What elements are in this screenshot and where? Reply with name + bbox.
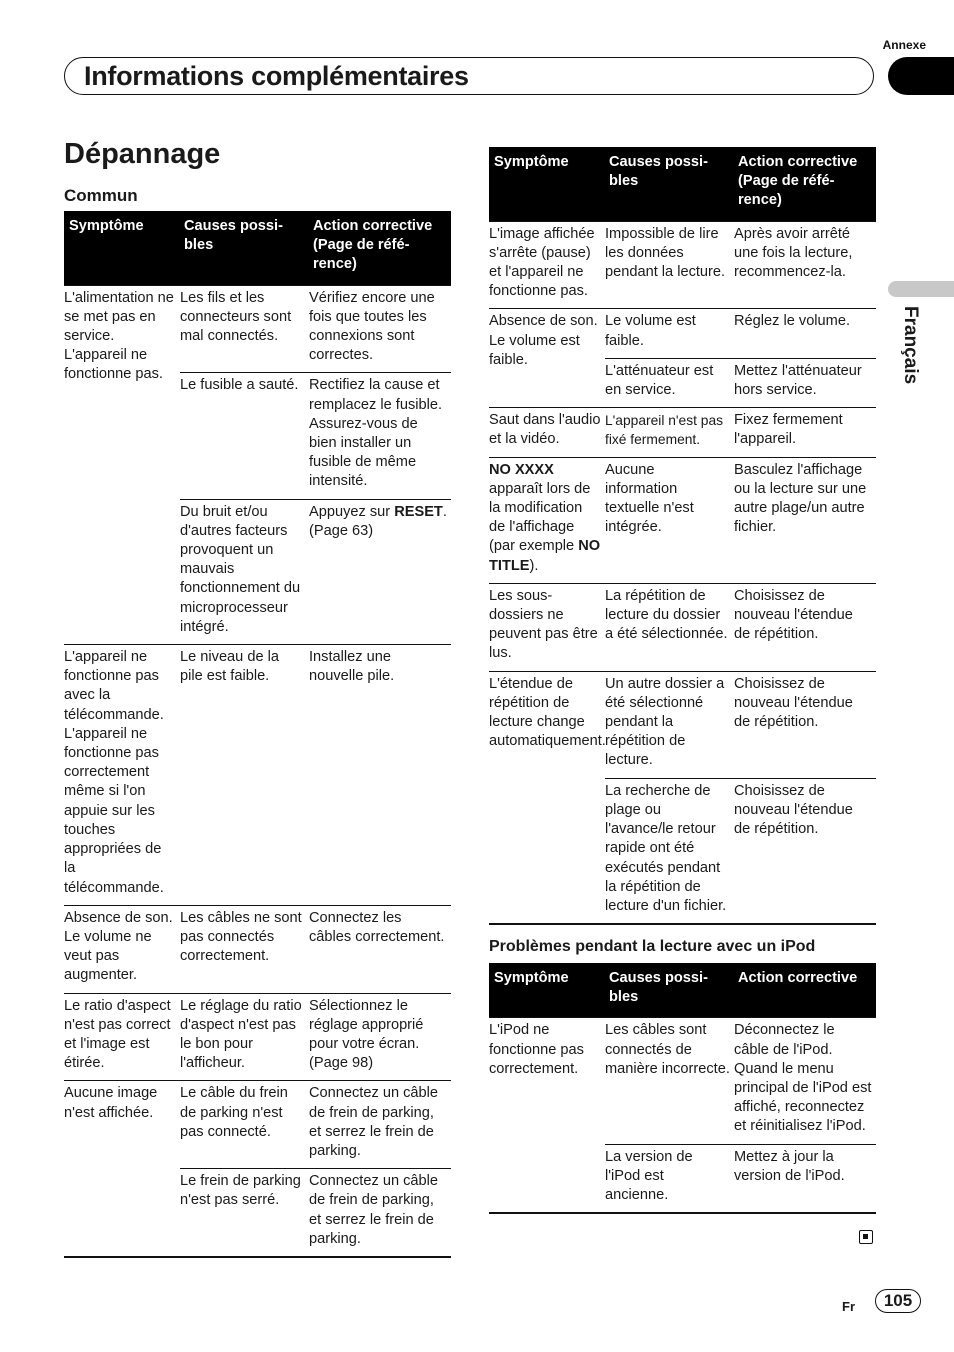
troubleshooting-table-ipod: [489, 963, 876, 1214]
symptom-cell: Le ratio d'aspect n'est pas correct et l'image est étirée.: [64, 993, 180, 1081]
action-cell: Choisissez de nouveau l'étendue de répétition.: [734, 671, 876, 778]
cause-cell: Aucune information textuelle n'est intégrée.: [605, 457, 734, 583]
table-row: [64, 1081, 451, 1169]
action-cell: Déconnectez le câble de l'iPod. Quand le menu principal de l'iPod est affiché, reconnectez et réinitialisez l'iPod.: [734, 1018, 876, 1144]
table-row: [64, 905, 451, 993]
table-row: [489, 1018, 876, 1144]
banner-title: Informations complémentaires: [84, 61, 469, 91]
cause-cell: Le volume est faible.: [605, 309, 734, 358]
action-cell: Après avoir arrêté une fois la lecture, recommencez-la.: [734, 221, 876, 309]
subheading-ipod: Problèmes pendant la lecture avec un iPod: [489, 938, 816, 955]
col-action: Action corrective (Page de réfé- rence): [309, 211, 451, 285]
action-cell: Connectez un câble de frein de parking, et serrez le frein de parking.: [309, 1081, 451, 1169]
action-cell: Connectez les câbles correctement.: [309, 905, 451, 993]
cause-cell: La version de l'iPod est ancienne.: [605, 1144, 734, 1213]
cause-cell: Les fils et les connecteurs sont mal connectés.: [180, 285, 309, 373]
table-row: [64, 645, 451, 906]
action-cell: Mettez à jour la version de l'iPod.: [734, 1144, 876, 1213]
cause-cell: Le réglage du ratio d'aspect n'est pas le bon pour l'afficheur.: [180, 993, 309, 1081]
symptom-cell: L'iPod ne fonctionne pas correctement.: [489, 1018, 605, 1213]
section-label: Annexe: [882, 38, 926, 52]
table-row: [489, 309, 876, 358]
chapter-tab: [888, 57, 954, 95]
cause-cell: L'atténuateur est en service.: [605, 358, 734, 407]
table-row: [489, 671, 876, 778]
language-code: Fr: [842, 1299, 855, 1314]
table-row: [489, 457, 876, 583]
page-number: 105: [875, 1289, 921, 1313]
action-cell: Mettez l'atténuateur hors service.: [734, 358, 876, 407]
col-action: Action corrective (Page de réfé- rence): [734, 147, 876, 221]
action-cell: Rectifiez la cause et remplacez le fusible. Assurez-vous de bien installer un fusible de même intensité.: [309, 373, 451, 499]
table-row: [64, 993, 451, 1081]
symptom-cell: L'alimentation ne se met pas en service. L'appareil ne fonctionne pas.: [64, 285, 180, 644]
cause-cell: La répétition de lecture du dossier a été sélectionnée.: [605, 583, 734, 671]
language-tab-marker: [888, 281, 954, 297]
action-text: . (Page 63): [309, 503, 447, 539]
page-heading: Dépannage: [64, 138, 221, 170]
symptom-cell: L'image affichée s'arrête (pause) et l'appareil ne fonctionne pas.: [489, 221, 605, 309]
col-causes: Causes possi- bles: [180, 211, 309, 285]
no-title-label: NO TITLE: [489, 538, 601, 574]
col-causes: Causes possi- bles: [605, 963, 734, 1018]
cause-cell: Le câble du frein de parking n'est pas connecté.: [180, 1081, 309, 1169]
cause-cell: La recherche de plage ou l'avance/le retour rapide ont été exécutés pendant la répétition de lecture d'un fichier.: [605, 778, 734, 924]
action-cell: Connectez un câble de frein de parking, et serrez le frein de parking.: [309, 1169, 451, 1257]
language-tab: [900, 306, 924, 396]
cause-cell: L'appareil n'est pas fixé fermement.: [605, 408, 734, 457]
cause-cell: Un autre dossier a été sélectionné pendant la répétition de lecture.: [605, 671, 734, 778]
no-xxxx-label: NO XXXX: [489, 461, 554, 478]
language-label: Français: [900, 306, 921, 385]
subheading-common: Commun: [64, 186, 138, 205]
action-cell: Fixez fermement l'appareil.: [734, 408, 876, 457]
table-header: [489, 963, 876, 1018]
symptom-cell: L'appareil ne fonctionne pas avec la télécommande. L'appareil ne fonctionne pas correctement même si l'on appuie sur les touches appropriées de la télécommande.: [64, 645, 180, 906]
action-cell: Réglez le volume.: [734, 309, 876, 358]
action-cell: Vérifiez encore une fois que toutes les connexions sont correctes.: [309, 285, 451, 373]
action-cell: Choisissez de nouveau l'étendue de répétition.: [734, 583, 876, 671]
action-cell: Basculez l'affichage ou la lecture sur une autre plage/un autre fichier.: [734, 457, 876, 583]
symptom-cell: Saut dans l'audio et la vidéo.: [489, 408, 605, 457]
symptom-cell: L'étendue de répétition de lecture change automatiquement.: [489, 671, 605, 924]
table-row: [489, 408, 876, 457]
col-symptom: Symptôme: [489, 963, 605, 1018]
troubleshooting-table-common-right: [489, 147, 876, 925]
col-action: Action corrective: [734, 963, 876, 1018]
col-symptom: Symptôme: [489, 147, 605, 221]
action-cell: Choisissez de nouveau l'étendue de répétition.: [734, 778, 876, 924]
troubleshooting-table-common-left: [64, 211, 451, 1258]
table-header: [64, 211, 451, 285]
action-cell: Sélectionnez le réglage approprié pour votre écran. (Page 98): [309, 993, 451, 1081]
reset-key-label: RESET: [394, 503, 443, 520]
cause-cell: Les câbles ne sont pas connectés correctement.: [180, 905, 309, 993]
table-header: [489, 147, 876, 221]
symptom-cell: Absence de son. Le volume est faible.: [489, 309, 605, 408]
col-causes: Causes possi- bles: [605, 147, 734, 221]
col-symptom: Symptôme: [64, 211, 180, 285]
symptom-text: ).: [529, 557, 539, 574]
action-cell: [309, 499, 451, 644]
cause-cell: Du bruit et/ou d'autres facteurs provoquent un mauvais fonctionnement du microprocesseur intégré.: [180, 499, 309, 644]
action-text: Appuyez sur: [309, 503, 395, 520]
symptom-cell: Absence de son. Le volume ne veut pas augmenter.: [64, 905, 180, 993]
cause-cell: Les câbles sont connectés de manière incorrecte.: [605, 1018, 734, 1144]
table-row: [64, 285, 451, 373]
action-cell: Installez une nouvelle pile.: [309, 645, 451, 906]
cause-cell: Impossible de lire les données pendant la lecture.: [605, 221, 734, 309]
cause-cell: Le fusible a sauté.: [180, 373, 309, 499]
symptom-cell: [489, 457, 605, 583]
table-row: [489, 221, 876, 309]
symptom-cell: Aucune image n'est affichée.: [64, 1081, 180, 1257]
symptom-cell: Les sous-dossiers ne peuvent pas être lus.: [489, 583, 605, 671]
cause-cell: Le niveau de la pile est faible.: [180, 645, 309, 906]
table-row: [489, 583, 876, 671]
cause-cell: Le frein de parking n'est pas serré.: [180, 1169, 309, 1257]
symptom-text: apparaît lors de la modification de l'affichage (par exemple: [489, 480, 591, 555]
end-of-section-icon: [859, 1230, 873, 1244]
